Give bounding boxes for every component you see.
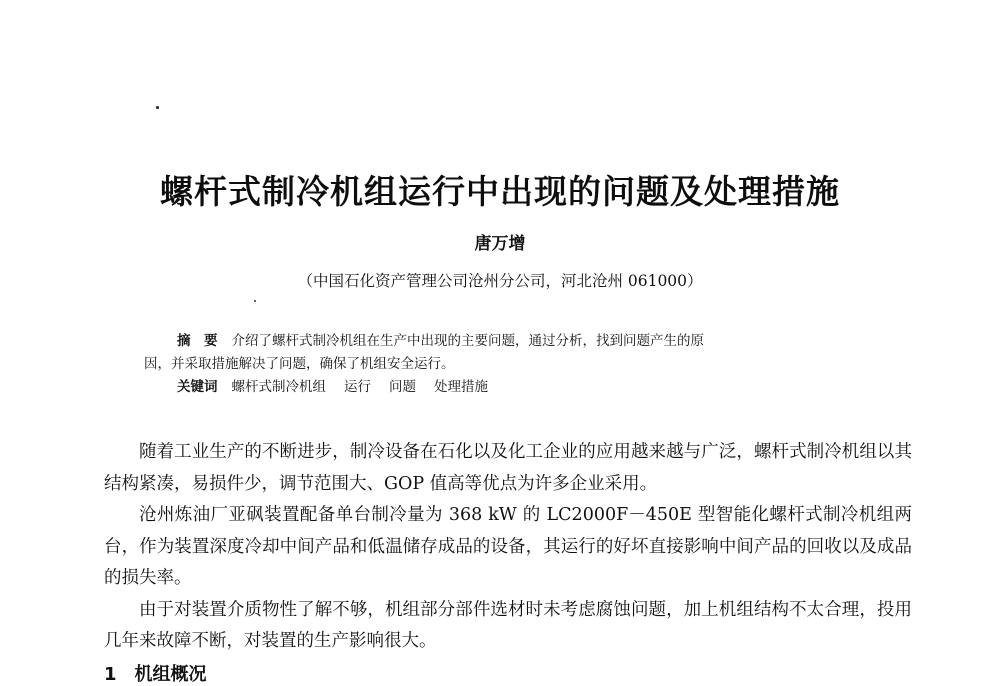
abstract-text-1: 介绍了螺杆式制冷机组在生产中出现的主要问题，通过分析，找到问题产生的原	[231, 333, 704, 349]
keywords-line	[144, 376, 874, 399]
scan-speck	[156, 106, 159, 109]
keyword-item: 螺杆式制冷机组	[231, 379, 326, 395]
abstract-label: 摘 要	[177, 333, 218, 349]
body-paragraph: 由于对装置介质物性了解不够，机组部分部件选材时未考虑腐蚀问题，加上机组结构不太合理，投用几年来故障不断，对装置的生产影响很大。	[104, 599, 912, 651]
body-paragraph: 随着工业生产的不断进步，制冷设备在石化以及化工企业的应用越来越与广泛，螺杆式制冷机组以其结构紧凑，易损件少，调节范围大、GOP 值高等优点为许多企业采用。	[104, 442, 912, 494]
paper-affiliation: （中国石化资产管理公司沧州分公司，河北沧州 061000）	[297, 272, 703, 290]
section-number: 1	[104, 664, 117, 685]
paper-author: 唐万增	[474, 234, 526, 254]
section-title: 机组概况	[134, 664, 207, 685]
abstract-line-1	[144, 330, 874, 353]
body-paragraph: 沧州炼油厂亚砜装置配备单台制冷量为 368 kW 的 LC2000F－450E 型智能化螺杆式制冷机组两台，作为装置深度冷却中间产品和低温储存成品的设备，其运行的好坏直接影响中间产品的回收以及成品的损失率。	[104, 505, 912, 588]
keyword-item: 处理措施	[434, 379, 488, 395]
keyword-item: 问题	[389, 379, 416, 395]
body-text	[104, 437, 912, 658]
keyword-item: 运行	[344, 379, 371, 395]
keywords-label: 关键词	[177, 379, 218, 395]
section-heading	[104, 660, 207, 686]
paper-title: 螺杆式制冷机组运行中出现的问题及处理措施	[160, 172, 840, 211]
scan-speck	[254, 300, 256, 302]
abstract-line-2: 因，并采取措施解决了问题，确保了机组安全运行。	[144, 356, 455, 372]
abstract-block	[144, 330, 874, 399]
